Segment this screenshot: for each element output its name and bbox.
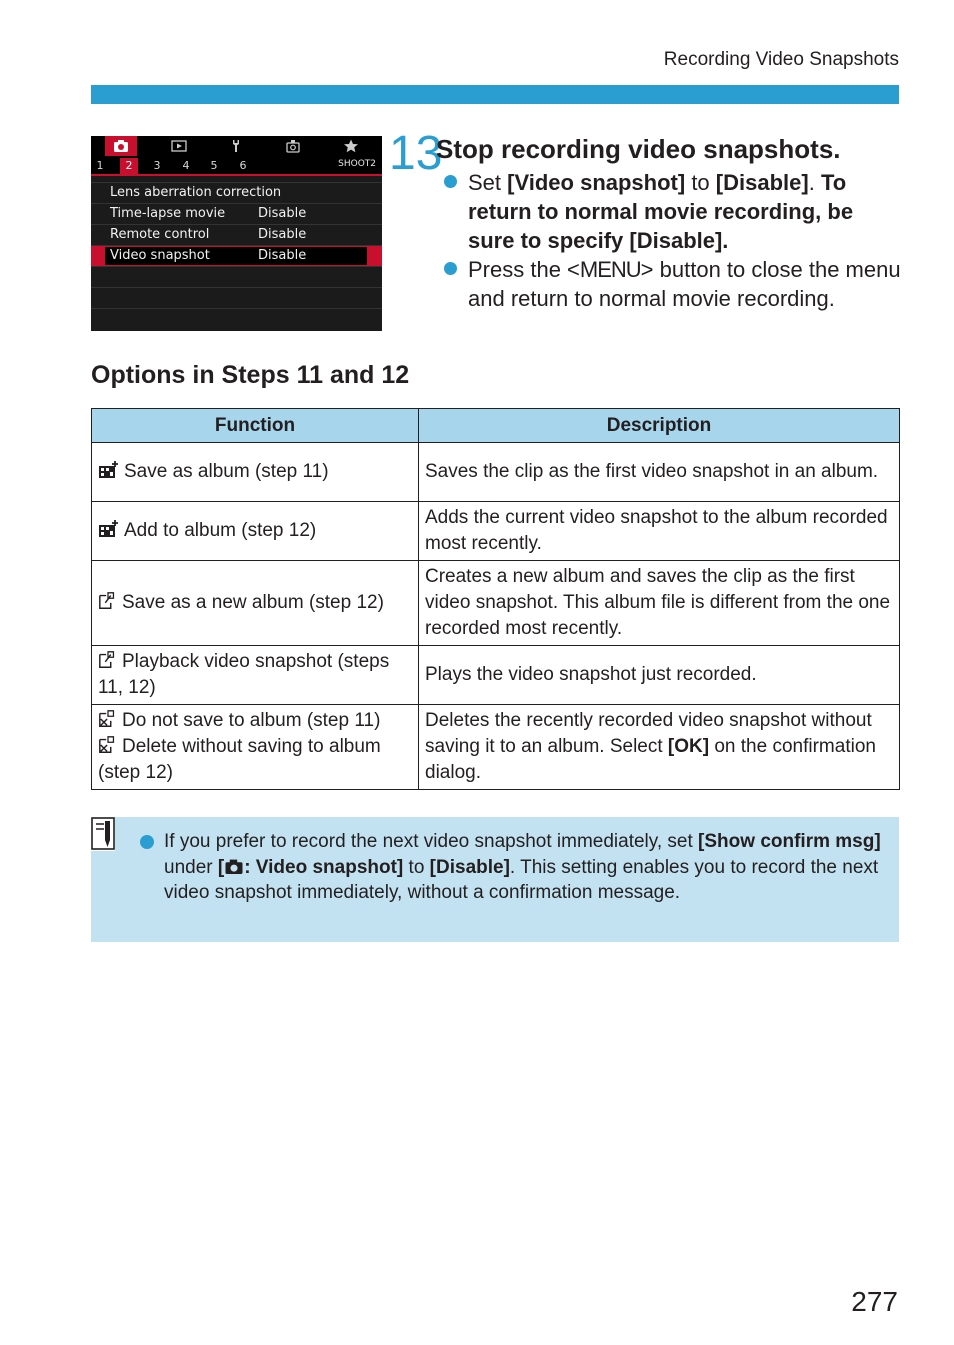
menu-row-name: Video snapshot [110,248,210,263]
text-run: > button to close the menu and return to normal movie recording. [468,257,901,311]
function-cell [92,646,419,705]
function-label: Do not save to album (step 11) [122,710,381,731]
camera-icon [224,858,244,875]
function-line [98,708,412,734]
page-tab: 5 [210,159,218,172]
text-run: Deletes the recently recorded video snapshot without saving it to an album. Select [425,710,872,757]
text-run: : Video snapshot] [244,856,404,878]
function-label: Playback video snapshot (steps 11, 12) [98,651,390,698]
bullet-icon [444,175,457,188]
function-cell [92,443,419,502]
text-run: [ [217,856,225,878]
menu-ref [218,857,403,878]
instruction-2 [444,255,904,313]
bullet-icon [444,262,457,275]
table-row [92,443,900,502]
note-text [164,829,889,906]
column-header-description: Description [419,409,900,443]
step-instructions [444,168,904,313]
memo-icon [91,817,115,851]
instruction-1 [444,168,904,255]
table-row [92,561,900,646]
menu-item-ref: [Video snapshot] [507,170,686,195]
page-tab: 4 [182,159,190,172]
wrench-icon [220,136,252,156]
page-number: 277 [851,1286,898,1317]
running-head: Recording Video Snapshots [663,49,899,70]
function-label: Delete without saving to album (step 12) [98,736,381,783]
emphasis-text: To return to normal movie recording, be sure to specify [Disable]. [468,170,854,253]
function-cell [92,502,419,561]
menu-row-value: Disable [258,227,307,242]
text-run: to [685,170,716,195]
column-header-function: Function [92,409,419,443]
menu-button-label: MENU [579,257,641,282]
step-number-badge [389,127,443,180]
camera-menu-empty-row [91,287,382,308]
page-tab: 6 [239,159,247,172]
menu-row-name: Remote control [110,227,210,242]
step-title: Stop recording video snapshots. [436,134,841,164]
description-cell: Plays the video snapshot just recorded. [419,646,900,705]
text-run: . This setting enables you to record the next video snapshot immediately, without a confirmation message. [164,856,879,903]
camera-menu-row [91,203,382,224]
function-label: Add to album (step 12) [124,520,317,541]
star-icon [335,136,367,156]
options-table [91,408,900,790]
delete-snapshot-icon [98,709,118,729]
text-run: If you prefer to record the next video snapshot immediately, set [164,831,699,852]
save-album-icon [98,460,120,480]
table-row [92,502,900,561]
function-cell [92,705,419,790]
page-tab: 1 [96,159,104,172]
menu-item-ref: [Show confirm msg] [698,831,881,852]
description-cell: Creates a new album and saves the clip as the first video snapshot. This album file is different from the one recorded most recently. [419,561,900,646]
menu-row-value: Disable [258,248,307,263]
playback-snapshot-icon [98,650,118,670]
function-line [98,734,412,786]
header-bar [91,85,899,104]
description-cell [419,705,900,790]
add-album-icon [98,519,120,539]
text-run: to [403,856,430,878]
text-run: on the confirmation dialog. [425,736,876,783]
new-album-icon [98,591,118,611]
section-heading: Options in Steps 11 and 12 [91,361,410,389]
playback-icon [163,136,195,156]
camera-menu-row [91,182,382,203]
function-cell [92,561,419,646]
note-box [91,817,899,942]
shoot-label: SHOOT2 [338,159,376,169]
camera-menu-pages [91,156,382,176]
page-tab-active: 2 [120,158,138,174]
function-label: Save as a new album (step 12) [122,592,384,613]
table-row [92,705,900,790]
text-run: Set [468,170,508,195]
bullet-icon [140,835,154,849]
function-label: Save as album (step 11) [124,461,329,482]
description-cell: Saves the clip as the first video snapshot in an album. [419,443,900,502]
camera-menu-tabs [91,136,382,156]
text-run: under [164,856,218,878]
camera-menu-screenshot [91,136,382,331]
camera-menu-empty-row [91,266,382,287]
menu-row-value: Disable [258,206,307,221]
menu-row-name: Time-lapse movie [110,206,226,221]
text-run: Press the < [468,257,580,282]
camera-menu-row-selected [91,245,382,266]
text-run: . [808,170,815,195]
ok-ref: [OK] [667,736,710,757]
custom-icon [277,136,309,156]
setting-ref: [Disable] [715,170,809,195]
camera-menu-empty-row [91,308,382,329]
step-number: 13 [389,127,443,180]
table-row [92,646,900,705]
camera-icon [105,136,137,156]
setting-ref: [Disable] [429,856,510,878]
description-cell: Adds the current video snapshot to the album recorded most recently. [419,502,900,561]
camera-menu-row [91,224,382,245]
menu-row-name: Lens aberration correction [110,185,282,200]
delete-snapshot-icon [98,735,118,755]
page-tab: 3 [153,159,161,172]
